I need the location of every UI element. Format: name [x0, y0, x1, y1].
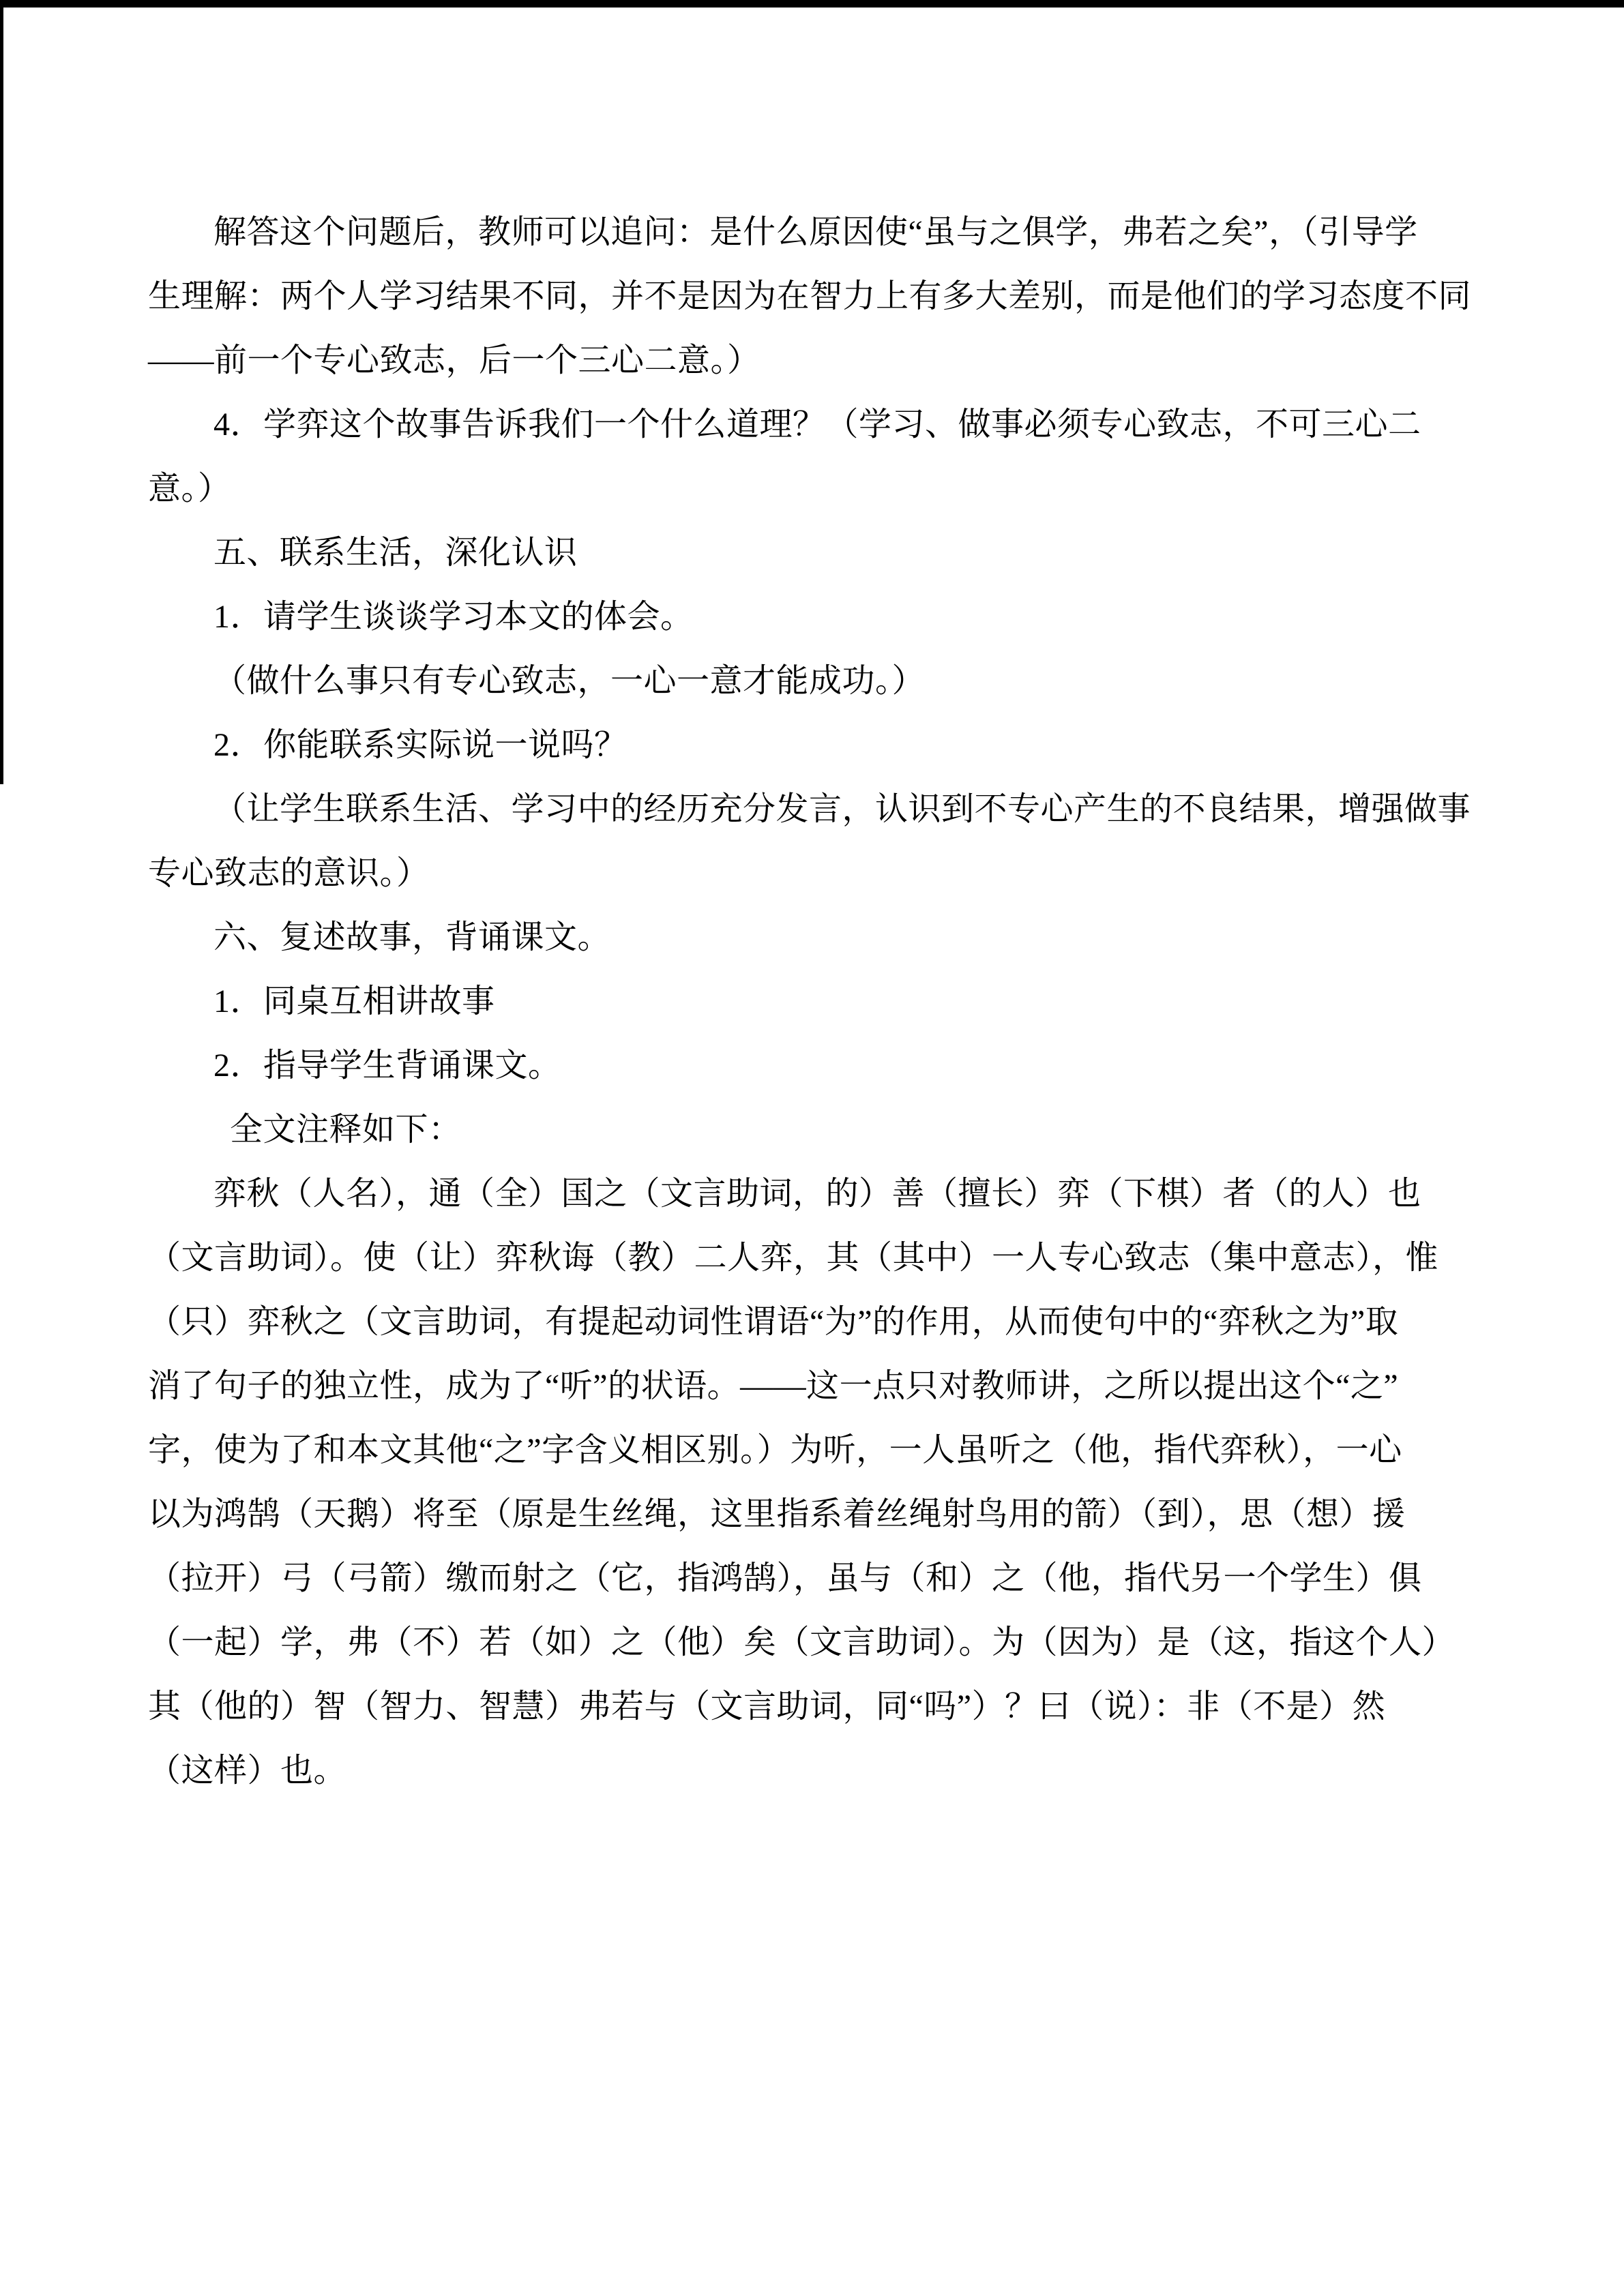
text-line: 字，使为了和本文其他“之”字含义相区别。）为听，一人虽听之（他，指代弈秋），一心	[148, 1432, 1402, 1468]
text-line: 全文注释如下：	[230, 1112, 462, 1148]
text-line: 专心致志的意识。）	[148, 855, 430, 891]
text-line: 消了句子的独立性，成为了“听”的状语。——这一点只对教师讲，之所以提出这个“之”	[148, 1368, 1399, 1404]
text-line: 1．同桌互相讲故事	[213, 983, 495, 1019]
text-line: （一起）学，弗（不）若（如）之（他）矣（文言助词）。为（因为）是（这，指这个人）	[148, 1624, 1456, 1660]
text-line: （做什么事只有专心致志，一心一意才能成功。）	[213, 663, 926, 699]
text-line: （只）弈秋之（文言助词，有提起动词性谓语“为”的作用，从而使句中的“弈秋之为”取	[148, 1304, 1399, 1340]
text-line: 六、复述故事，背诵课文。	[213, 919, 611, 955]
text-line: 意。）	[148, 471, 231, 507]
text-line: （文言助词）。使（让）弈秋诲（教）二人弈，其（其中）一人专心致志（集中意志），惟	[148, 1240, 1439, 1276]
text-line: 4．学弈这个故事告诉我们一个什么道理？（学习、做事必须专心致志，不可三心二	[213, 406, 1421, 443]
text-line: ——前一个专心致志，后一个三心二意。）	[148, 342, 761, 378]
scan-border-left	[0, 0, 3, 784]
text-line: 以为鸿鹄（天鹅）将至（原是生丝绳，这里指系着丝绳射鸟用的箭）（到），思（想）援	[148, 1496, 1406, 1532]
text-line: 五、联系生活，深化认识	[213, 535, 578, 571]
scan-border-top	[0, 0, 1624, 8]
text-line: （让学生联系生活、学习中的经历充分发言，认识到不专心产生的不良结果，增强做事	[213, 791, 1471, 827]
text-line: 其（他的）智（智力、智慧）弗若与（文言助词，同“吗”）？曰（说）：非（不是）然	[148, 1688, 1386, 1725]
text-line: 2．指导学生背诵课文。	[213, 1047, 561, 1084]
text-line: 解答这个问题后，教师可以追问：是什么原因使“虽与之俱学，弗若之矣”，（引导学	[213, 214, 1418, 250]
text-line: 2．你能联系实际说一说吗？	[213, 727, 628, 763]
text-line: （这样）也。	[148, 1753, 347, 1789]
text-line: 1．请学生谈谈学习本文的体会。	[213, 599, 694, 635]
text-line: （拉开）弓（弓箭）缴而射之（它，指鸿鹄），虽与（和）之（他，指代另一个学生）俱	[148, 1560, 1422, 1596]
text-line: 弈秋（人名），通（全）国之（文言助词，的）善（擅长）弈（下棋）者（的人）也	[213, 1176, 1421, 1212]
document-body	[148, 200, 1509, 1803]
text-line: 生理解：两个人学习结果不同，并不是因为在智力上有多大差别，而是他们的学习态度不同	[148, 278, 1472, 314]
